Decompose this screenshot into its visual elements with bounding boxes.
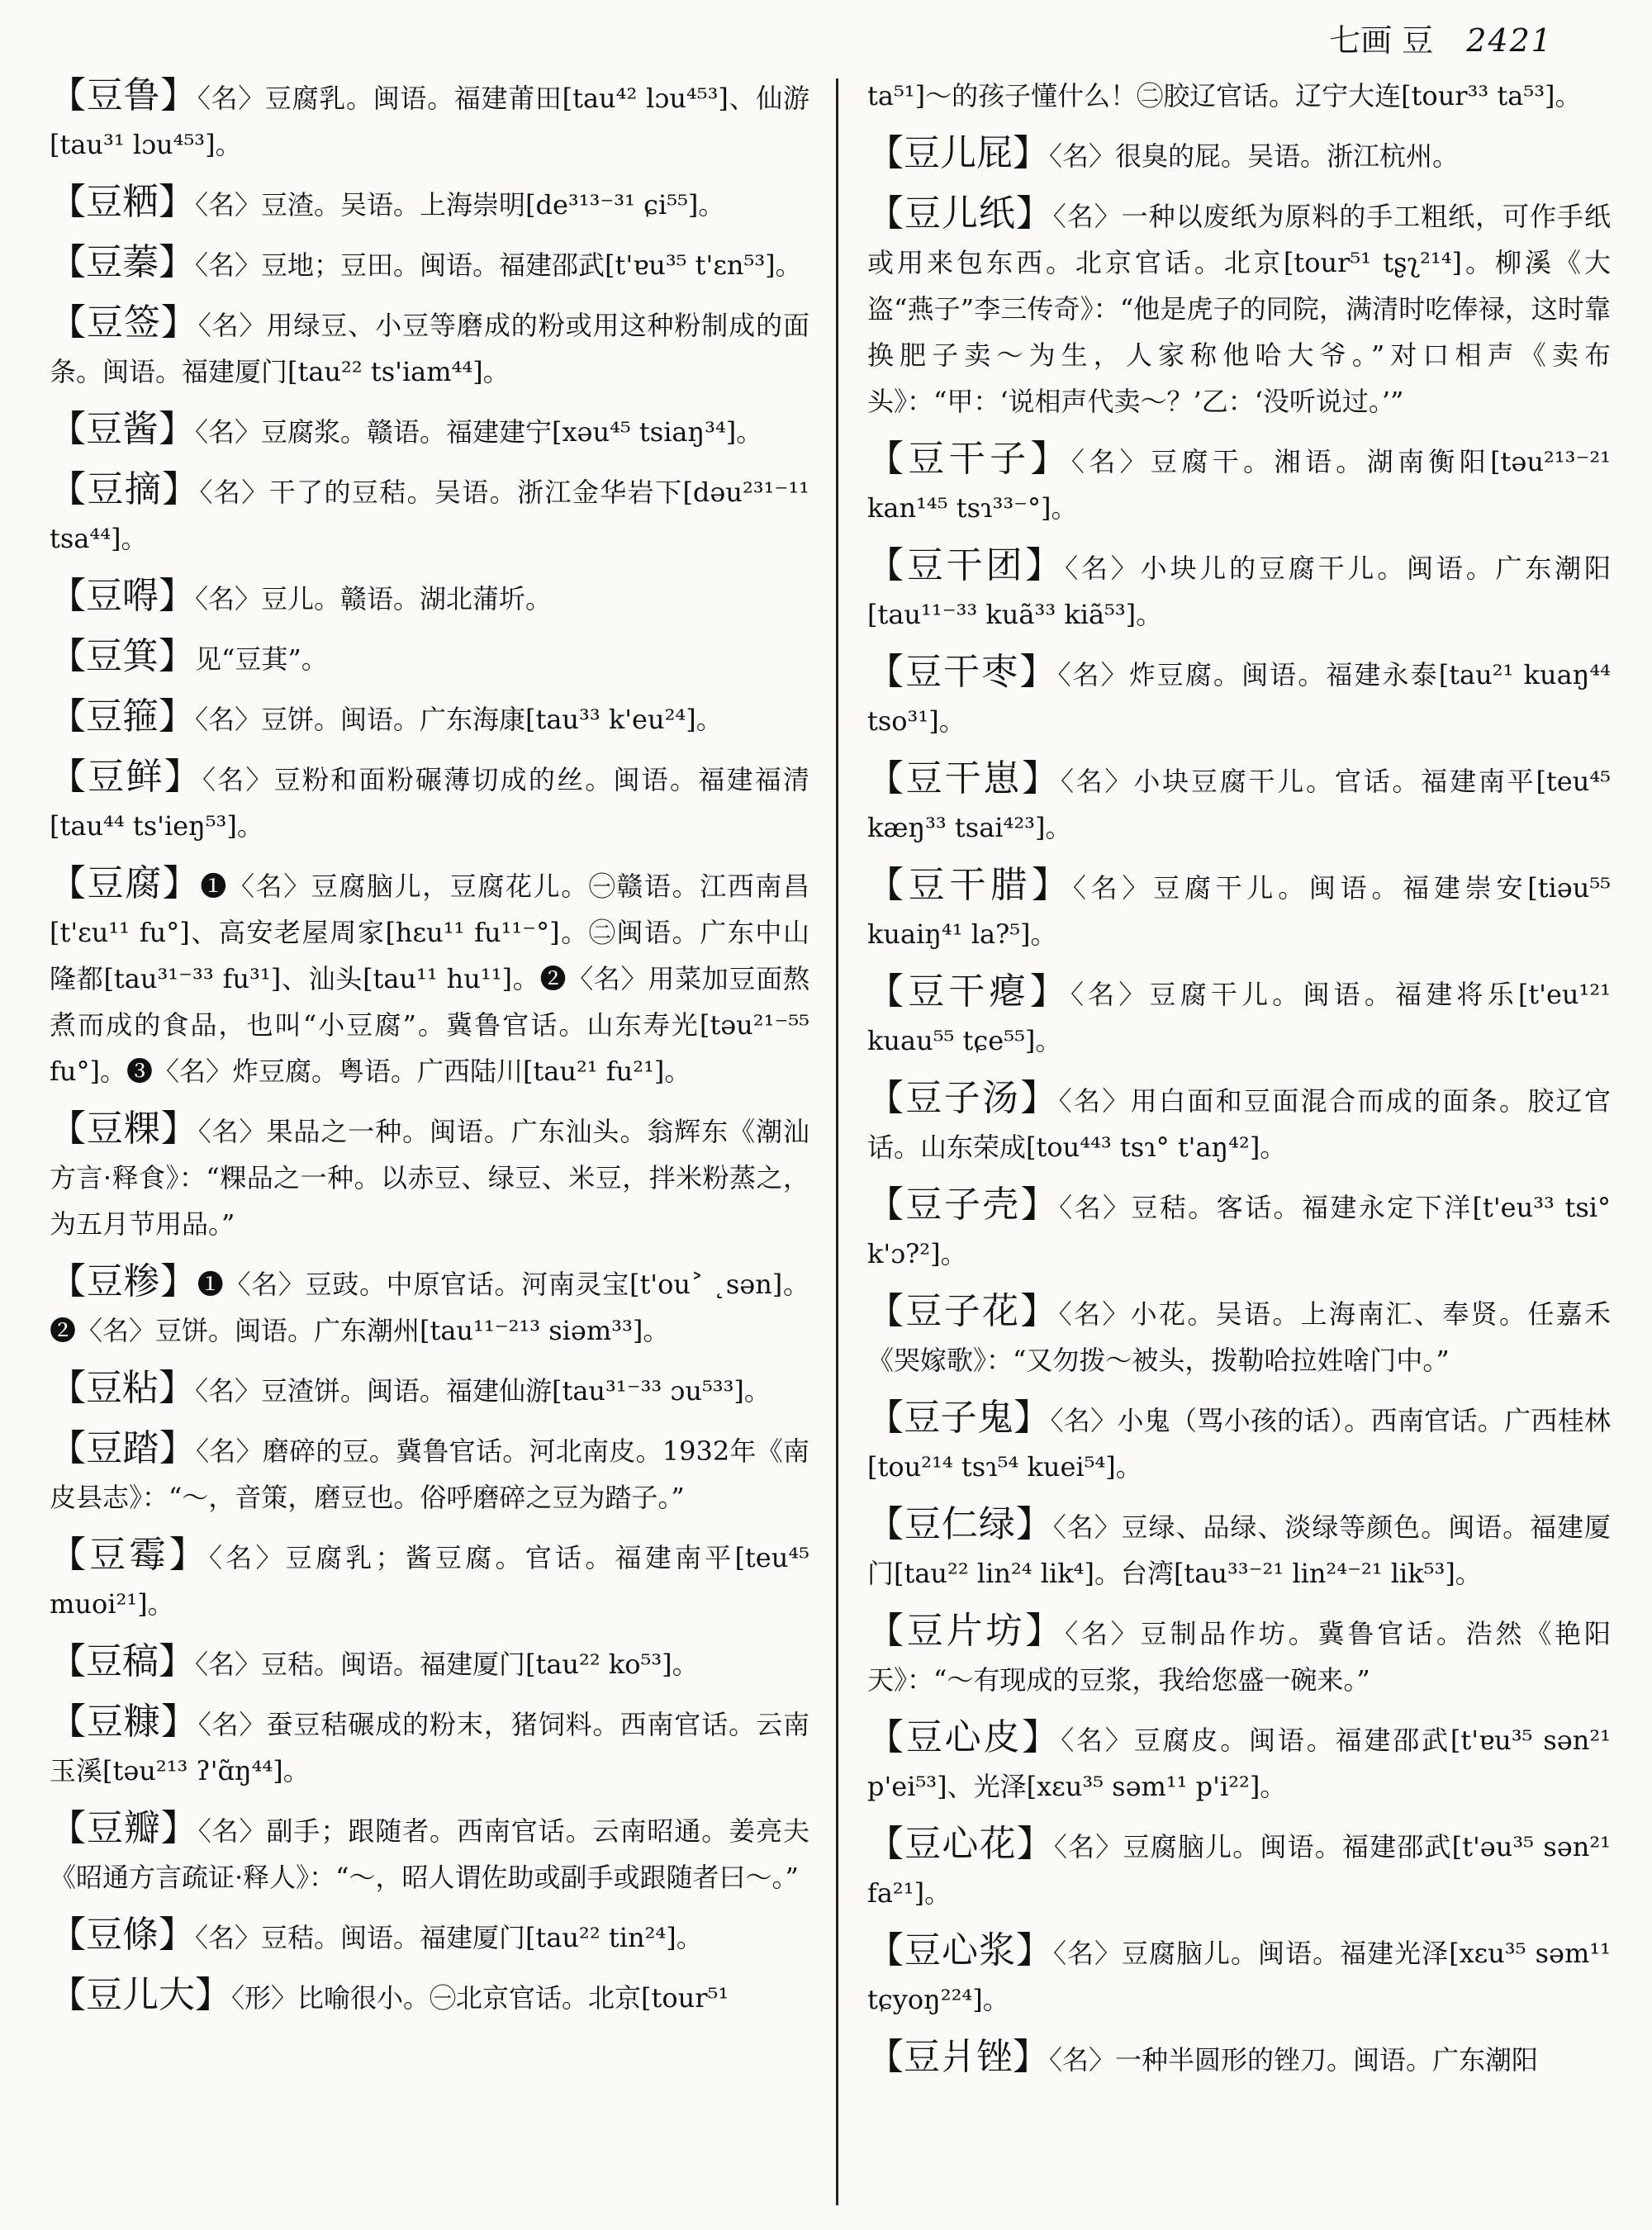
dictionary-entry — [867, 1395, 1611, 1490]
dictionary-entry — [50, 1972, 809, 2021]
dictionary-entry — [867, 1821, 1611, 1916]
dictionary-entry — [50, 467, 809, 562]
dictionary-entry — [867, 2034, 1611, 2083]
entry-headword: 【豆子鬼】 — [867, 1397, 1051, 1439]
dictionary-entry — [867, 1288, 1611, 1383]
dictionary-entry — [50, 406, 809, 455]
entry-definition: 〈名〉一种以废纸为原料的手工粗纸，可作手纸或用来包东西。北京官话。北京[tour⁵¹ tʂʅ²¹⁴]。柳溪《大盗“燕子”李三传奇》：“他是虎子的同院，满清时吃俸禄，这时靠换肥子卖～为生，人家称他哈大爷。”对口相声《卖布头》：“甲：‘说相声代卖～？’乙：‘没听说过。’” — [867, 201, 1611, 417]
entry-headword: 【豆心浆】 — [867, 1929, 1054, 1971]
dictionary-entry — [867, 436, 1611, 531]
entry-headword: 【豆心皮】 — [867, 1716, 1061, 1758]
entry-definition: 〈名〉副手；跟随者。西南官话。云南昭通。姜亮夫《昭通方言疏证·释人》：“～，昭人谓佐助或副手或跟随者曰～。” — [50, 1815, 809, 1893]
left-column — [50, 73, 809, 2212]
entry-definition: 〈名〉干了的豆秸。吴语。浙江金华岩下[dəu²³¹⁻¹¹ tsa⁴⁴]。 — [50, 477, 809, 554]
entry-definition: 〈名〉豆制品作坊。冀鲁官话。浩然《艳阳天》：“～有现成的豆浆，我给您盛一碗来。” — [867, 1618, 1611, 1696]
dictionary-entry — [50, 73, 809, 168]
dictionary-entry — [867, 1608, 1611, 1703]
dictionary-entry — [50, 573, 809, 622]
dictionary-entry — [50, 1259, 809, 1354]
entry-definition: 〈名〉小块儿的豆腐干儿。闽语。广东潮阳[tau¹¹⁻³³ kuã³³ kiã⁵³]。 — [867, 553, 1611, 630]
entry-headword: 【豆儿纸】 — [867, 192, 1053, 235]
entry-definition: 〈名〉小块豆腐干儿。官话。福建南平[teu⁴⁵ kæŋ³³ tsai⁴²³]。 — [867, 766, 1611, 843]
dictionary-entry — [50, 754, 809, 849]
entry-definition: 〈名〉豆秸。闽语。福建厦门[tau²² ko⁵³]。 — [195, 1649, 699, 1680]
entry-definition: 〈名〉豆地；豆田。闽语。福建邵武[t'ɐu³⁵ t'ɛn⁵³]。 — [195, 249, 802, 281]
column-divider — [836, 78, 838, 2205]
dictionary-entry — [50, 1365, 809, 1414]
entry-headword: 【豆條】 — [50, 1914, 195, 1956]
entry-definition: 〈名〉豆渣。吴语。上海崇明[de³¹³⁻³¹ ɕi⁵⁵]。 — [195, 189, 725, 221]
entry-definition: 〈名〉果品之一种。闽语。广东汕头。翁辉东《潮汕方言·释食》：“粿品之一种。以赤豆、绿豆、米豆，拌米粉蒸之，为五月节用品。” — [50, 1116, 809, 1240]
entry-headword: 【豆干腊】 — [867, 864, 1073, 906]
entry-definition: 〈名〉豆秸。闽语。福建厦门[tau²² tin²⁴]。 — [195, 1922, 703, 1953]
dictionary-entry — [50, 1532, 809, 1627]
entry-headword: 【豆子汤】 — [867, 1077, 1059, 1119]
section-title: 七画 豆 — [1329, 22, 1434, 59]
dictionary-entry — [50, 1805, 809, 1900]
entry-definition: 〈名〉豆渣饼。闽语。福建仙游[tau³¹⁻³³ ɔu⁵³³]。 — [195, 1375, 771, 1407]
entry-headword: 【豆酱】 — [50, 408, 195, 450]
entry-definition: ❶〈名〉豆豉。中原官话。河南灵宝[t'ou˃ ˛sən]。❷〈名〉豆饼。闽语。广东潮州[tau¹¹⁻²¹³ siəm³³]。 — [50, 1269, 809, 1346]
entry-headword: 【豆干枣】 — [867, 651, 1058, 693]
entry-definition: 〈名〉很臭的屁。吴语。浙江杭州。 — [1049, 140, 1460, 172]
entry-headword: 【豆儿屁】 — [867, 132, 1049, 174]
entry-definition: 〈名〉一种半圆形的锉刀。闽语。广东潮阳 — [1049, 2044, 1539, 2076]
dictionary-entry — [867, 649, 1611, 744]
entry-definition: 〈名〉炸豆腐。闽语。福建永泰[tau²¹ kuaŋ⁴⁴ tso³¹]。 — [867, 659, 1611, 737]
dictionary-entry — [867, 1075, 1611, 1170]
dictionary-entry — [867, 1182, 1611, 1277]
entry-definition: 〈名〉豆腐干儿。闽语。福建崇安[tiəu⁵⁵ kuaiŋ⁴¹ la?⁵]。 — [867, 872, 1611, 950]
entry-definition: 〈名〉用绿豆、小豆等磨成的粉或用这种粉制成的面条。闽语。福建厦门[tau²² ts'iam⁴⁴]。 — [50, 310, 809, 387]
entry-headword: 【豆腐】 — [50, 862, 201, 904]
entry-headword: 【豆儿大】 — [50, 1974, 231, 2016]
entry-definition: 〈名〉豆腐浆。赣语。福建建宁[xəu⁴⁵ tsiaŋ³⁴]。 — [195, 416, 763, 448]
entry-headword: 【豆粿】 — [50, 1108, 198, 1150]
entry-definition: 〈名〉磨碎的豆。冀鲁官话。河北南皮。1932年《南皮县志》：“～，音策，磨豆也。俗呼磨碎之豆为踏子。” — [50, 1435, 809, 1513]
dictionary-entry — [50, 1426, 809, 1521]
entry-headword: 【豆子花】 — [867, 1290, 1059, 1332]
entry-definition: 〈名〉豆粉和面粉碾薄切成的丝。闽语。福建福清[tau⁴⁴ ts'ieŋ⁵³]。 — [50, 764, 809, 842]
entry-headword: 【豆心花】 — [867, 1823, 1054, 1865]
dictionary-entry — [50, 1912, 809, 1961]
entry-headword: 【豆箕】 — [50, 635, 195, 677]
entry-headword: 【豆鲜】 — [50, 756, 202, 798]
entry-definition: 〈名〉豆儿。赣语。湖北蒲圻。 — [195, 583, 553, 614]
entry-headword: 【豆瓣】 — [50, 1807, 198, 1849]
page-header — [1329, 15, 1553, 64]
entry-headword: 【豆糠】 — [50, 1701, 198, 1743]
entry-headword: 【豆签】 — [50, 301, 198, 344]
entry-headword: 【豆蓁】 — [50, 241, 195, 283]
dictionary-entry — [867, 862, 1611, 957]
entry-definition: 〈名〉小鬼（骂小孩的话）。西南官话。广西桂林[tou²¹⁴ tsɿ⁵⁴ kuei⁵⁴]。 — [867, 1405, 1611, 1483]
entry-definition: 见“豆萁”。 — [195, 643, 328, 675]
entry-headword: 【豆鲁】 — [50, 74, 197, 116]
entry-definition: 〈名〉豆腐干儿。闽语。福建将乐[t'eu¹²¹ kuau⁵⁵ tɕe⁵⁵]。 — [867, 979, 1611, 1056]
entry-headword: 【豆仁绿】 — [867, 1503, 1053, 1545]
dictionary-entry — [50, 1106, 809, 1247]
entry-definition: 〈名〉豆腐皮。闽语。福建邵武[t'ɐu³⁵ sən²¹ p'ei⁵³]、光泽[xɛu³⁵ səm¹¹ p'i²²]。 — [867, 1725, 1611, 1802]
dictionary-entry — [867, 130, 1611, 179]
page-number: 2421 — [1466, 22, 1553, 59]
entry-definition: 〈名〉豆饼。闽语。广东海康[tau³³ k'eu²⁴]。 — [195, 704, 723, 735]
entry-definition: 〈名〉豆腐干。湘语。湖南衡阳[təu²¹³⁻²¹ kan¹⁴⁵ tsɿ³³⁻°]。 — [867, 446, 1611, 524]
entry-headword: 【豆箍】 — [50, 695, 195, 738]
dictionary-entry — [50, 861, 809, 1094]
dictionary-entry — [50, 300, 809, 395]
entry-definition: 〈名〉用白面和豆面混合而成的面条。胶辽官话。山东荣成[tou⁴⁴³ tsɿ° t'aŋ⁴²]。 — [867, 1085, 1611, 1163]
entry-headword: 【豆稿】 — [50, 1640, 195, 1682]
dictionary-entry — [867, 1928, 1611, 2023]
entry-headword: 【豆嘚】 — [50, 575, 195, 617]
dictionary-entry — [867, 191, 1611, 425]
entry-definition: 〈形〉比喻很小。㊀北京官话。北京[tour⁵¹ — [231, 1982, 729, 2014]
dictionary-entry — [50, 694, 809, 743]
dictionary-entry — [867, 756, 1611, 851]
right-column — [867, 73, 1611, 2212]
entry-definition: 〈名〉豆腐脑儿。闽语。福建邵武[t'əu³⁵ sən²¹ fa²¹]。 — [867, 1831, 1611, 1909]
dictionary-entry — [867, 1502, 1611, 1597]
continued-text: ta⁵¹]～的孩子懂什么！㊁胶辽官话。辽宁大连[tour³³ ta⁵³]。 — [867, 80, 1582, 112]
entry-headword: 【豆干瘪】 — [867, 970, 1070, 1013]
entry-headword: 【豆干团】 — [867, 544, 1066, 586]
entry-headword: 【豆干子】 — [867, 438, 1071, 480]
entry-headword: 【豆干崽】 — [867, 757, 1061, 799]
entry-definition: 〈名〉豆腐乳；酱豆腐。官话。福建南平[teu⁴⁵ muoi²¹]。 — [50, 1542, 809, 1620]
entry-headword: 【豆摘】 — [50, 468, 200, 510]
entry-headword: 【豆糁】 — [50, 1260, 197, 1302]
entry-headword: 【豆粘】 — [50, 1367, 195, 1409]
entry-headword: 【豆踏】 — [50, 1427, 197, 1469]
dictionary-entry — [50, 240, 809, 288]
dictionary-entry — [867, 543, 1611, 638]
dictionary-entry — [867, 1715, 1611, 1810]
entry-definition: 〈名〉豆腐乳。闽语。福建莆田[tau⁴² lɔu⁴⁵³]、仙游[tau³¹ lɔu⁴⁵³]。 — [50, 83, 809, 160]
entry-definition: 〈名〉蚕豆秸碾成的粉末，猪饲料。西南官话。云南玉溪[təu²¹³ ʔ'ɑ̃ŋ⁴⁴]。 — [50, 1709, 809, 1786]
dictionary-entry — [50, 633, 809, 682]
entry-headword: 【豆霉】 — [50, 1534, 209, 1576]
dictionary-entry — [50, 1639, 809, 1687]
entry-headword: 【豆爿锉】 — [867, 2036, 1049, 2078]
entry-definition: ❶〈名〉豆腐脑儿，豆腐花儿。㊀赣语。江西南昌[t'ɛu¹¹ fu°]、高安老屋周家[hɛu¹¹ fu¹¹⁻°]。㊁闽语。广东中山隆都[tau³¹⁻³³ fu³¹]、汕头[tau¹¹ hu¹¹]。❷〈名〉用菜加豆面熬煮而成的食品，也叫“小豆腐”。冀鲁官话。山东寿光[təu²¹⁻⁵⁵ fu°]。❸〈名〉炸豆腐。粤语。广西陆川[tau²¹ fu²¹]。 — [50, 871, 809, 1087]
entry-headword: 【豆子壳】 — [867, 1184, 1060, 1226]
entry-definition: 〈名〉豆绿、品绿、淡绿等颜色。闽语。福建厦门[tau²² lin²⁴ lik⁴]。台湾[tau³³⁻²¹ lin²⁴⁻²¹ lik⁵³]。 — [867, 1511, 1611, 1589]
entry-definition: 〈名〉豆腐脑儿。闽语。福建光泽[xɛu³⁵ səm¹¹ tɕyoŋ²²⁴]。 — [867, 1938, 1611, 2015]
entry-headword: 【豆粞】 — [50, 181, 195, 223]
dictionary-entry — [867, 969, 1611, 1064]
dictionary-entry — [50, 1699, 809, 1794]
entry-definition: 〈名〉豆秸。客话。福建永定下洋[t'eu³³ tsi° k'ɔ?²]。 — [867, 1192, 1611, 1269]
dictionary-entry — [50, 179, 809, 228]
entry-headword: 【豆片坊】 — [867, 1610, 1066, 1652]
entry-definition: 〈名〉小花。吴语。上海南汇、奉贤。任嘉禾《哭嫁歌》：“又勿拨～被头，拨勒哈拉姓啥门中。” — [867, 1298, 1611, 1376]
